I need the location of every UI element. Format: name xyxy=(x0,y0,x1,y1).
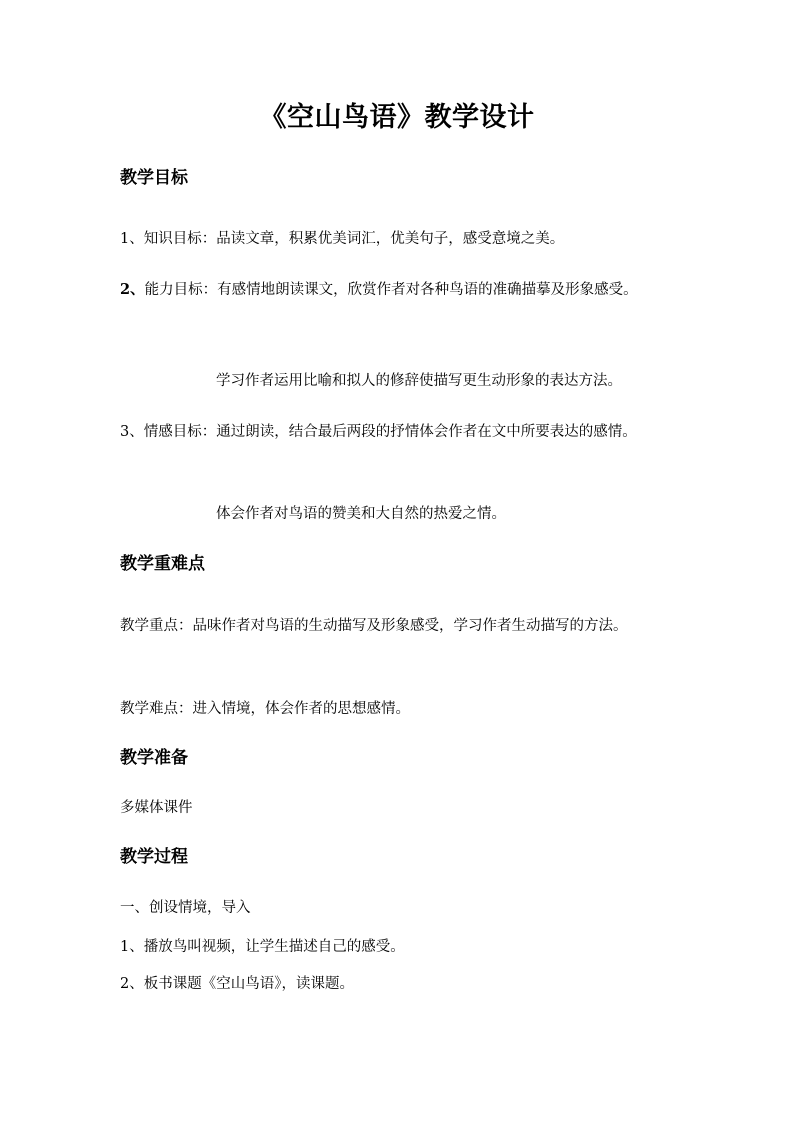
process-step-1: 一、创设情境，导入 xyxy=(120,900,251,916)
goal-item-2 xyxy=(120,274,680,306)
key-point-difficulty: 教学难点：进入情境，体会作者的思想感情。 xyxy=(120,701,410,717)
section-heading-key-points: 教学重难点 xyxy=(120,554,205,574)
process-step-1-item-2: 2、板书课题《空山鸟语》，读课题。 xyxy=(120,976,354,992)
goal-item-3: 3、情感目标：通过朗读，结合最后两段的抒情体会作者在文中所要表达的感情。 xyxy=(120,424,637,440)
document-title: 《空山鸟语》教学设计 xyxy=(259,102,535,133)
process-step-1-item-1: 1、播放鸟叫视频，让学生描述自己的感受。 xyxy=(120,939,405,955)
goal-item-2-sub: 学习作者运用比喻和拟人的修辞使描写更生动形象的表达方法。 xyxy=(216,373,622,389)
goal-item-2-text: 能力目标：有感情地朗读课文，欣赏作者对各种鸟语的准确描摹及形象感受。 xyxy=(144,282,638,298)
goal-item-2-number: 2、 xyxy=(120,281,145,298)
section-heading-process: 教学过程 xyxy=(120,847,188,867)
goal-item-3-sub: 体会作者对鸟语的赞美和大自然的热爱之情。 xyxy=(216,506,506,522)
section-heading-goals: 教学目标 xyxy=(120,168,188,188)
section-heading-preparation: 教学准备 xyxy=(120,748,188,768)
key-point-focus: 教学重点：品味作者对鸟语的生动描写及形象感受，学习作者生动描写的方法。 xyxy=(120,618,628,634)
preparation-content: 多媒体课件 xyxy=(120,800,193,816)
goal-item-1: 1、知识目标：品读文章，积累优美词汇，优美句子，感受意境之美。 xyxy=(120,231,565,247)
